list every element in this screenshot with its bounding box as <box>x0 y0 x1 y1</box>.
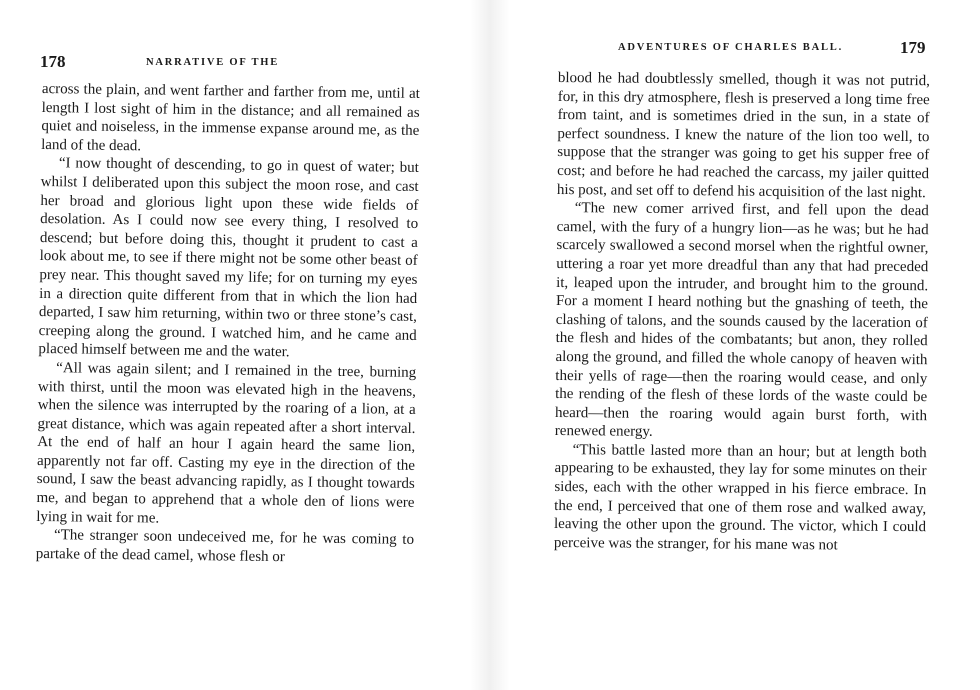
right-paragraph-1: blood he had doubtlessly smelled, though it was not putrid, for, in this dry atmosphere, flesh is preserved a long time free from taint, and is sometimes dried in the sun, in a state of perfect soundness. I knew the nature of the lion too well, to suppose that the stranger was going to get his supper free of cost; and before he had reached the carcass, my jailer quitted his post, and set off to defend his acquisition of the last night. <box>556 69 930 201</box>
left-paragraph-2: “I now thought of descending, to go in quest of water; but whilst I deliberated upon this subject the moon rose, and cast her broad and glorious light upon these wide fields of desolation. As I could now see every thing, I resolved to descend; but before doing this, thought it prudent to cast a look about me, to see if there might not be some other beast of prey near. This thought saved my life; for on turning my eyes in a direction quite different from that in which the lion had departed, I saw him returning, within two or three stone’s cast, creeping along the ground. I watched him, and he came and placed himself between me and the water. <box>38 155 419 361</box>
left-paragraph-4: “The stranger soon undeceived me, for he was coming to partake of the dead camel, whose flesh or <box>35 527 415 566</box>
book-gutter <box>470 0 510 690</box>
left-page-number: 178 <box>40 52 66 71</box>
left-running-head: NARRATIVE OF THE <box>146 57 280 68</box>
right-running-head: ADVENTURES OF CHARLES BALL. <box>618 42 843 53</box>
left-paragraph-1: across the plain, and went farther and farther from me, until at length I lost sight of him in the distance; and all remained as quiet and noiseless, in the immense expanse around me, as the land of the dead. <box>41 80 420 155</box>
right-page-body <box>554 69 930 556</box>
right-paragraph-2: “The new comer arrived first, and fell upon the dead camel, with the fury of a hungry lion—as he was; but he had scarcely swallowed a second morsel when the rightful owner, uttering a roar yet more dreadful than any that had preceded it, leaped upon the intruder, and brought him to the ground. For a moment I heard nothing but the gnashing of teeth, the clashing of talons, and the sounds caused by the laceration of the flesh and hides of the combatants; but anon, they rolled along the ground, and filled the whole canopy of heaven with their yells of rage—then the roaring would cease, and only the rending of the flesh of these lords of the waste could be heard—then the roaring would again burst forth, with renewed energy. <box>554 200 929 441</box>
left-page-body <box>36 80 420 568</box>
right-paragraph-3: “This battle lasted more than an hour; but at length both appearing to be exhausted, they lay for some minutes on their sides, each with the other wrapped in his fierce embrace. In the end, I perceived that one of them rose and walked away, leaving the other upon the ground. The victor, which I could perceive was the stranger, for his mane was not <box>553 442 927 554</box>
right-page-number: 179 <box>900 38 926 57</box>
left-paragraph-3: “All was again silent; and I remained in the tree, burning with thirst, until the moon was elevated high in the heavens, when the silence was interrupted by the roaring of a lion, at a great distance, which was again repeated after a short interval. At the end of half an hour I again heard the same lion, apparently not far off. Casting my eye in the direction of the sound, I saw the beast advancing rapidly, as I thought towards me, and began to apprehend that a whole den of lions were lying in wait for me. <box>36 360 417 527</box>
